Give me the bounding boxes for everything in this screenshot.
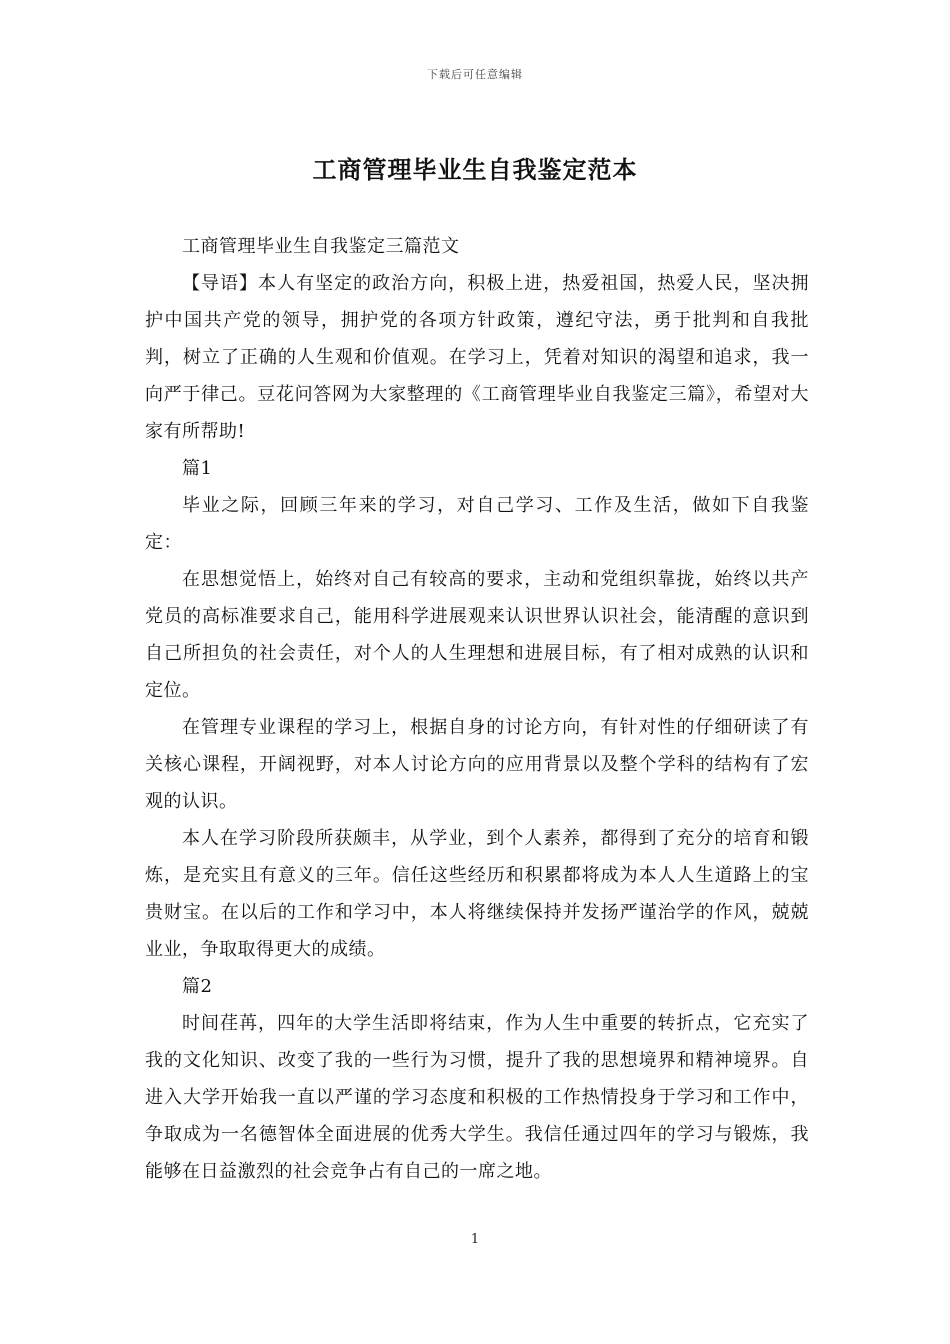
body-paragraph: 在管理专业课程的学习上，根据自身的讨论方向，有针对性的仔细研读了有关核心课程，开阔视野，对本人讨论方向的应用背景以及整个学科的结构有了宏观的认识。 <box>145 717 809 812</box>
page-number: 1 <box>470 1232 480 1247</box>
subtitle-paragraph: 工商管理毕业生自我鉴定三篇范文 <box>182 236 460 257</box>
intro-paragraph: 【导语】本人有坚定的政治方向，积极上进，热爱祖国，热爱人民，坚决拥护中国共产党的领导，拥护党的各项方针政策，遵纪守法，勇于批判和自我批判，树立了正确的人生观和价值观。在学习上，凭着对知识的渴望和追求，我一向严于律己。豆花问答网为大家整理的《工商管理毕业自我鉴定三篇》，希望对大家有所帮助! <box>145 273 809 442</box>
section-heading-1: 篇1 <box>182 458 213 479</box>
header-note: 下载后可任意编辑 <box>427 68 523 81</box>
section-heading-2: 篇2 <box>182 976 213 997</box>
document-body <box>145 228 809 1190</box>
body-paragraph: 时间荏苒，四年的大学生活即将结束，作为人生中重要的转折点，它充实了我的文化知识、改变了我的一些行为习惯，提升了我的思想境界和精神境界。自进入大学开始我一直以严谨的学习态度和积极的工作热情投身于学习和工作中，争取成为一名德智体全面进展的优秀大学生。我信任通过四年的学习与锻炼，我能够在日益激烈的社会竞争占有自己的一席之地。 <box>145 1013 809 1182</box>
body-paragraph: 在思想觉悟上，始终对自己有较高的要求，主动和党组织靠拢，始终以共产党员的高标准要求自己，能用科学进展观来认识世界认识社会，能清醒的意识到自己所担负的社会责任，对个人的人生理想和进展目标，有了相对成熟的认识和定位。 <box>145 569 809 701</box>
body-paragraph: 毕业之际，回顾三年来的学习，对自己学习、工作及生活，做如下自我鉴定： <box>145 495 809 553</box>
body-paragraph: 本人在学习阶段所获颇丰，从学业，到个人素养，都得到了充分的培育和锻炼，是充实且有意义的三年。信任这些经历和积累都将成为本人人生道路上的宝贵财宝。在以后的工作和学习中，本人将继续保持并发扬严谨治学的作风，兢兢业业，争取取得更大的成绩。 <box>145 828 809 960</box>
document-title: 工商管理毕业生自我鉴定范本 <box>312 156 638 184</box>
